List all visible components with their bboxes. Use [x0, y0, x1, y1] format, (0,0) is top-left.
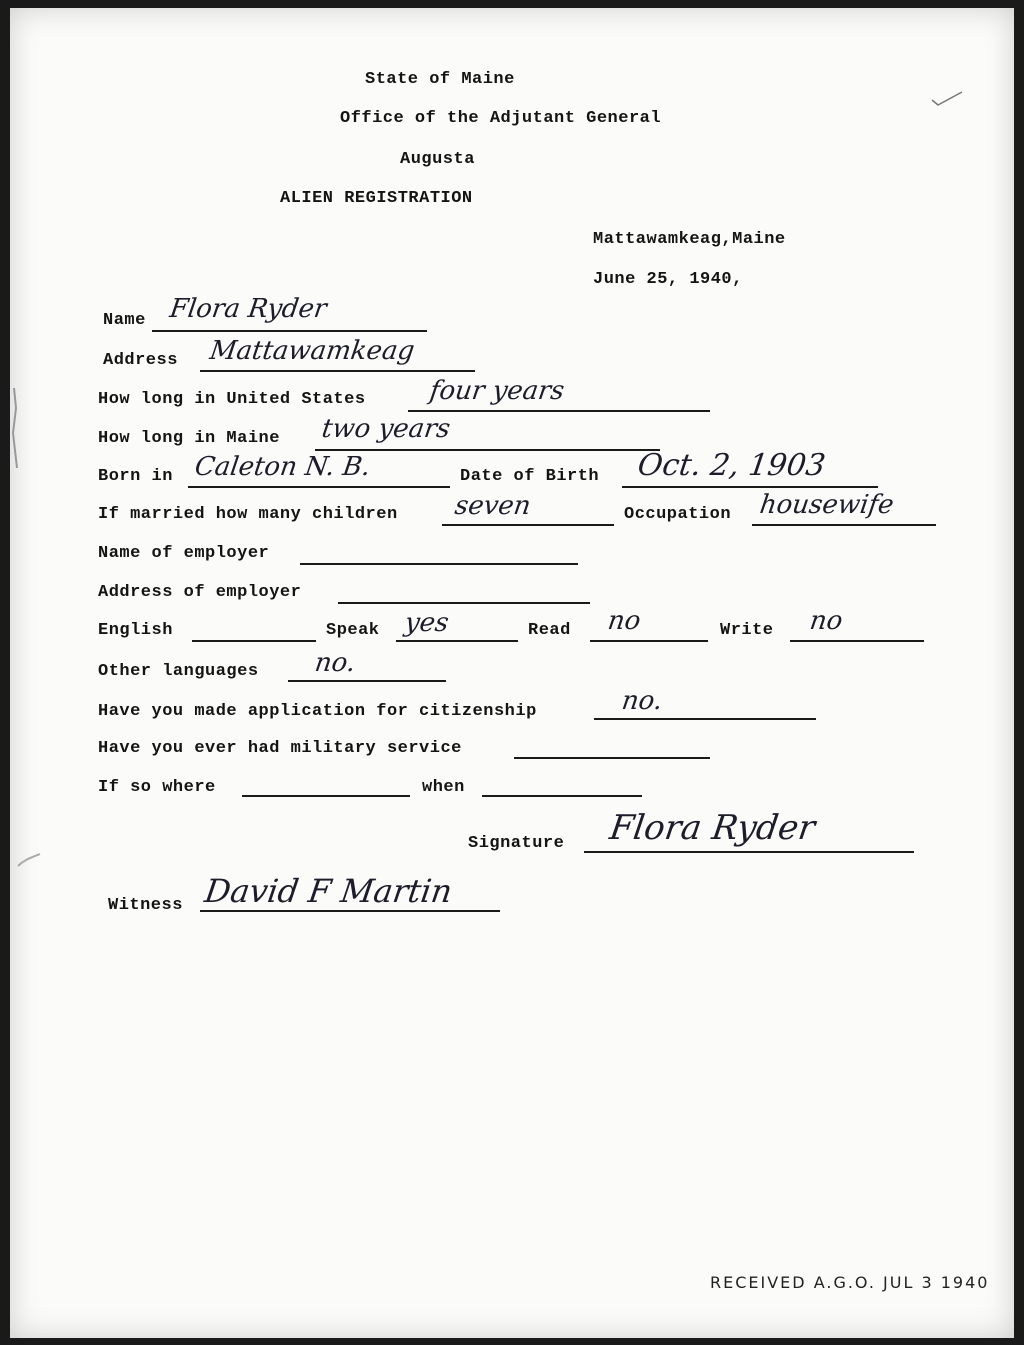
check-mark-icon	[930, 90, 964, 108]
line-address	[200, 370, 475, 372]
line-name	[152, 330, 427, 332]
label-witness: Witness	[108, 896, 183, 915]
label-if-so-where: If so where	[98, 778, 216, 797]
form-title: ALIEN REGISTRATION	[280, 189, 473, 208]
value-signature: Flora Ryder	[607, 808, 818, 848]
header-state: State of Maine	[365, 70, 515, 89]
scan-smudge-left	[10, 388, 24, 468]
label-other-languages: Other languages	[98, 662, 259, 681]
header-city: Augusta	[400, 150, 475, 169]
label-english: English	[98, 621, 173, 640]
line-date-of-birth	[622, 486, 878, 488]
label-signature: Signature	[468, 834, 565, 853]
label-born-in: Born in	[98, 467, 173, 486]
line-when	[482, 795, 642, 797]
line-english	[192, 640, 316, 642]
received-stamp: RECEIVED A.G.O. JUL 3 1940	[710, 1273, 990, 1292]
document-page	[10, 8, 1014, 1338]
label-address: Address	[103, 351, 178, 370]
value-witness: David F Martin	[202, 872, 455, 910]
value-date-of-birth: Oct. 2, 1903	[635, 448, 828, 483]
value-speak: yes	[402, 608, 451, 638]
label-employer-address: Address of employer	[98, 583, 302, 602]
scan-smudge-left-2	[16, 850, 46, 870]
line-born-in	[188, 486, 450, 488]
line-witness	[200, 910, 500, 912]
label-write: Write	[720, 621, 774, 640]
value-occupation: housewife	[757, 490, 896, 520]
value-citizenship: no.	[619, 686, 665, 716]
label-military: Have you ever had military service	[98, 739, 462, 758]
label-employer-name: Name of employer	[98, 544, 270, 563]
line-how-long-maine	[315, 449, 660, 451]
label-how-long-us: How long in United States	[98, 390, 366, 409]
label-when: when	[422, 778, 465, 797]
label-children: If married how many children	[98, 505, 398, 524]
line-how-long-us	[408, 410, 710, 412]
value-other-languages: no.	[312, 648, 358, 678]
value-children: seven	[452, 491, 533, 521]
value-read: no	[605, 606, 643, 636]
value-how-long-us: four years	[427, 376, 567, 406]
value-how-long-maine: two years	[319, 414, 453, 444]
value-name: Flora Ryder	[167, 294, 329, 324]
line-employer-address	[338, 602, 590, 604]
label-how-long-maine: How long in Maine	[98, 429, 280, 448]
value-born-in: Caleton N. B.	[192, 452, 373, 482]
label-citizenship: Have you made application for citizenship	[98, 702, 537, 721]
line-signature	[584, 851, 914, 853]
label-speak: Speak	[326, 621, 380, 640]
line-children	[442, 524, 614, 526]
line-other-languages	[288, 680, 446, 682]
header-office: Office of the Adjutant General	[340, 109, 662, 128]
value-write: no	[807, 606, 845, 636]
value-address: Mattawamkeag	[207, 336, 417, 366]
label-occupation: Occupation	[624, 505, 732, 524]
label-read: Read	[528, 621, 571, 640]
line-military	[514, 757, 710, 759]
line-occupation	[752, 524, 936, 526]
line-read	[590, 640, 708, 642]
line-if-so-where	[242, 795, 410, 797]
line-speak	[396, 640, 518, 642]
label-name: Name	[103, 311, 146, 330]
line-citizenship	[594, 718, 816, 720]
line-employer-name	[300, 563, 578, 565]
location: Mattawamkeag,Maine	[593, 230, 786, 249]
line-write	[790, 640, 924, 642]
label-date-of-birth: Date of Birth	[460, 467, 600, 486]
form-date: June 25, 1940,	[593, 270, 743, 289]
